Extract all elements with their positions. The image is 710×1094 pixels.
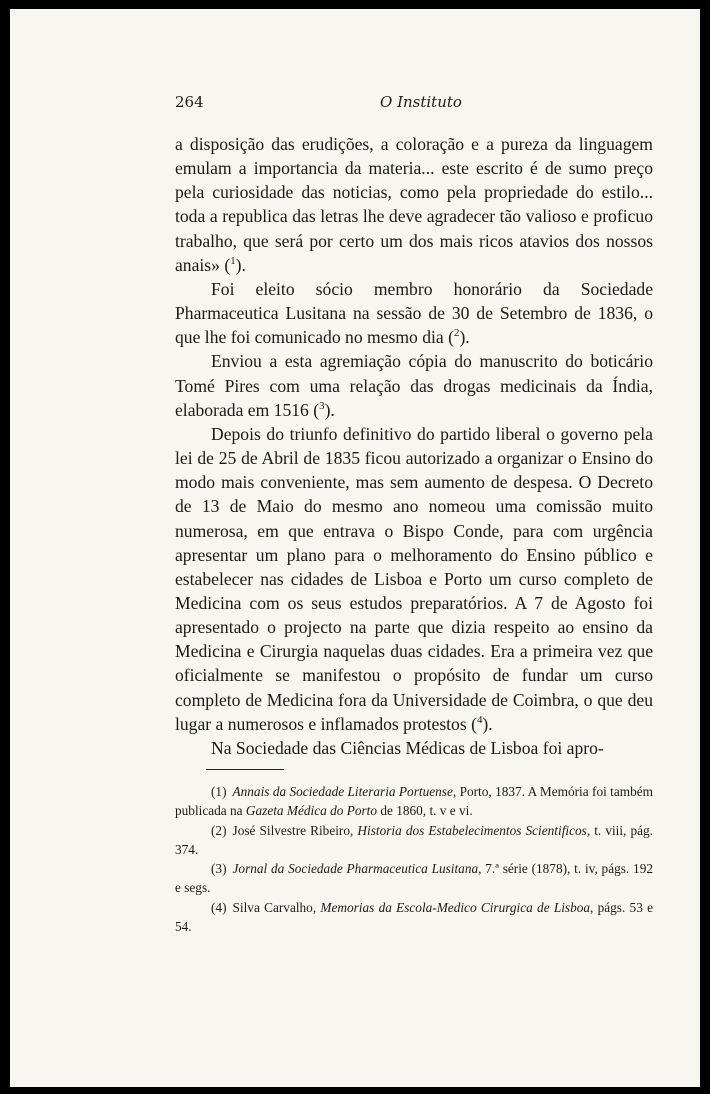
paragraph-2: Foi eleito sócio membro honorário da Sociedade Pharmaceutica Lusitana na sessão de 30 de Setembro de 1836, o que lhe foi comunicado no mesmo dia ($^2$).: [175, 278, 653, 348]
paragraph-5: Na Sociedade das Ciências Médicas de Lisboa foi apro-: [211, 737, 604, 758]
paragraph-1: a disposição das erudições, a coloração e a pureza da linguagem emulam a importancia da materia... este escrito é de sumo preço pela curiosidade das noticias, como pela propriedade do estilo... toda a republica das letras lhe deve agradecer tão valioso e proficuo trabalho, que será por certo um dos mais ricos atavios dos nossos anais» ($^1$).: [175, 134, 653, 275]
footnote-ref-2: 2: [453, 327, 460, 340]
paragraph-3: Enviou a esta agremiação cópia do manuscrito do boticário Tomé Pires com uma relação das drogas medicinais da Índia, elaborada em 1516 ($^3$).: [175, 351, 653, 420]
paragraph-4: Depois do triunfo definitivo do partido liberal o governo pela lei de 25 de Abril de 1835 ficou autorizado a organizar o Ensino do modo mais conveniente, mas sem aumento de despesa. O Decreto de 13 de Maio do mesmo ano nomeou uma comissão muito numerosa, em que entrava o Bispo Conde, para com urgência apresentar um plano para o melhoramento do Ensino público e estabelecer nas cidades de Lisboa e Porto um curso completo de Medicina com os seus estudos preparatórios. A 7 de Agosto foi apresentado o projecto na parte que dizia respeito ao ensino da Medicina e Cirurgia naquelas duas cidades. Era a primeira vez que oficialmente se manifestou o propósito de fundar um curso completo de Medicina fora da Universidade de Coimbra, o que deu lugar a numerosos e inflamados protestos ($^4$).: [175, 423, 653, 734]
footnote-2: (2) José Silvestre Ribeiro, Historia dos Estabelecimentos Scientificos, t. viii, pág. 374.: [175, 822, 653, 857]
footnote-ref-4: 4: [476, 713, 483, 726]
footnote-1: (1) Annais da Sociedade Literaria Portuense, Porto, 1837. A Memória foi também publicada na Gazeta Médica do Porto de 1860, t. v e vi.: [175, 784, 653, 819]
footnote-ref-3: 3: [319, 399, 325, 412]
running-title: O Instituto: [380, 93, 462, 111]
footnote-3: (3) Jornal da Sociedade Pharmaceutica Lusitana, 7.ª série (1878), t. iv, págs. 192 e segs.: [175, 861, 653, 896]
footnote-4: (4) Silva Carvalho, Memorias da Escola-Medico Cirurgica de Lisboa, págs. 53 e 54.: [175, 899, 653, 935]
footnote-ref-1: 1: [230, 254, 236, 267]
page-header: [175, 93, 653, 115]
footnotes: [175, 782, 653, 936]
footnote-4-title: Memorias da Escola-Medico Cirurgica de Lisboa: [320, 899, 591, 915]
book-page: [10, 9, 700, 1087]
page-number: 264: [175, 93, 204, 111]
body-text: [175, 132, 653, 760]
footnote-3-title: Jornal da Sociedade Pharmaceutica Lusitana: [232, 861, 479, 877]
footnote-1-title: Annais da Sociedade Literaria Portuense: [232, 784, 453, 799]
footnote-divider: [206, 769, 284, 770]
footnote-2-title: Historia dos Estabelecimentos Scientificos: [357, 822, 587, 838]
